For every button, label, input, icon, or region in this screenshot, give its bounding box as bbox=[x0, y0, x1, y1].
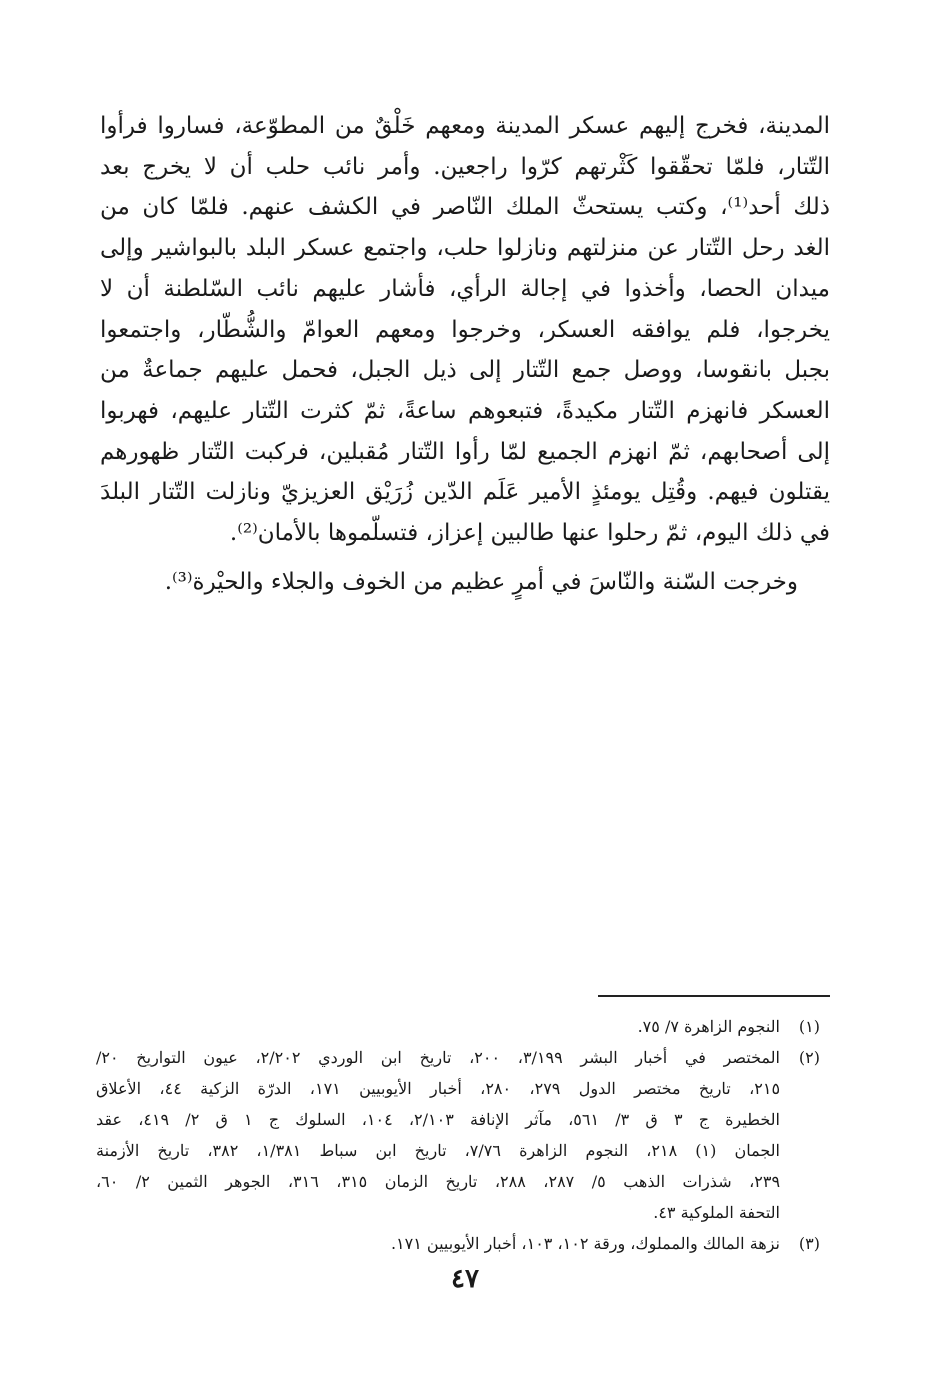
footnote-line: ٢٣٩، شذرات الذهب ٥/ ٢٨٧، ٢٨٨، تاريخ الزمان ٣١٥، ٣١٦، الجوهر الثمين ٢/ ٦٠، bbox=[96, 1172, 780, 1191]
text-line: ميدان الحصا، وأخذوا في إجالة الرأي، فأشار عليهم نائب السّلطنة أن لا bbox=[100, 275, 830, 302]
footnote-1 bbox=[96, 1011, 820, 1042]
text-line: يخرجوا، فلم يوافقه العسكر، وخرجوا ومعهم العوامّ والشُّطّار، واجتمعوا bbox=[100, 316, 830, 343]
text-line: الغد رحل التّتار عن منزلتهم ونازلوا حلب، واجتمع عسكر البلد بالبواشير وإلى bbox=[100, 235, 830, 262]
footnote-line: المختصر في أخبار البشر ٣/١٩٩، ٢٠٠، تاريخ ابن الوردي ٢/٢٠٢، عيون التواريخ ٢٠/ bbox=[96, 1048, 780, 1067]
text-line: العسكر فانهزم التّتار مكيدةً، فتبعوهم ساعةً، ثمّ كثرت التّتار عليهم، فهربوا bbox=[100, 397, 830, 424]
footnote-number: (٣) bbox=[798, 1234, 820, 1253]
footnote-line: الخطيرة ج ٣ ق ٣/ ٥٦١، مآثر الإنافة ٢/١٠٣، ١٠٤، السلوك ج ١ ق ٢/ ٤١٩، عقد bbox=[96, 1110, 780, 1129]
footnote-line: التحفة الملوكية ٤٣. bbox=[653, 1203, 780, 1222]
footnote-line: الجمان (١) ٢١٨، النجوم الزاهرة ٧/٧٦، تاريخ ابن سباط ١/٣٨١، ٣٨٢، تاريخ الأزمنة bbox=[96, 1141, 780, 1160]
text-line: في ذلك اليوم، ثمّ رحلوا عنها طالبين إعزاز، فتسلّموها بالأمان⁽²⁾. bbox=[229, 520, 830, 547]
text-line: التّتار، فلمّا تحقّقوا كَثْرتهم كرّوا راجعين. وأمر نائب حلب أن لا يخرج بعد bbox=[100, 153, 830, 180]
text-line: ذلك أحد⁽¹⁾، وكتب يستحثّ الملك النّاصر في الكشف عنهم. فلمّا كان من bbox=[100, 194, 830, 221]
text-line: إلى أصحابهم، ثمّ انهزم الجميع لمّا رأوا التّتار مُقبلين، فركبت التّتار ظهورهم bbox=[100, 438, 830, 465]
main-text-body bbox=[100, 106, 830, 602]
text-line: يقتلون فيهم. وقُتِل يومئذٍ الأمير عَلَم الدّين زُرَيْق العزيزيّ ونازلت التّتار البلدَ bbox=[100, 479, 830, 506]
footnote-line: ٢١٥، تاريخ مختصر الدول ٢٧٩، ٢٨٠، أخبار الأيوبيين ١٧١، الدرّة الزكية ٤٤، الأعلاق bbox=[96, 1079, 780, 1098]
footnotes bbox=[96, 1011, 820, 1259]
footnote-line: النجوم الزاهرة ٧/ ٧٥. bbox=[637, 1017, 780, 1036]
text-line: بجبل بانقوسا، ووصل جمع التّتار إلى ذيل الجبل، فحمل عليهم جماعةٌ من bbox=[100, 357, 830, 384]
footnote-divider bbox=[598, 995, 830, 997]
page-number: ٤٧ bbox=[451, 1264, 479, 1294]
footnote-number: (١) bbox=[798, 1017, 820, 1036]
footnote-number: (٢) bbox=[798, 1048, 820, 1067]
footnote-2 bbox=[96, 1042, 820, 1228]
footnote-line: نزهة المالك والمملوك، ورقة ١٠٢، ١٠٣، أخبار الأيوبيين ١٧١. bbox=[390, 1234, 780, 1253]
text-line: المدينة، فخرج إليهم عسكر المدينة ومعهم خَلْقٌ من المطوّعة، فساروا فرأوا bbox=[100, 113, 830, 139]
footnote-3 bbox=[96, 1228, 820, 1259]
closing-paragraph: وخرجت السّنة والنّاسَ في أمرٍ عظيم من الخوف والجلاء والحيْرة⁽³⁾. bbox=[164, 568, 798, 595]
